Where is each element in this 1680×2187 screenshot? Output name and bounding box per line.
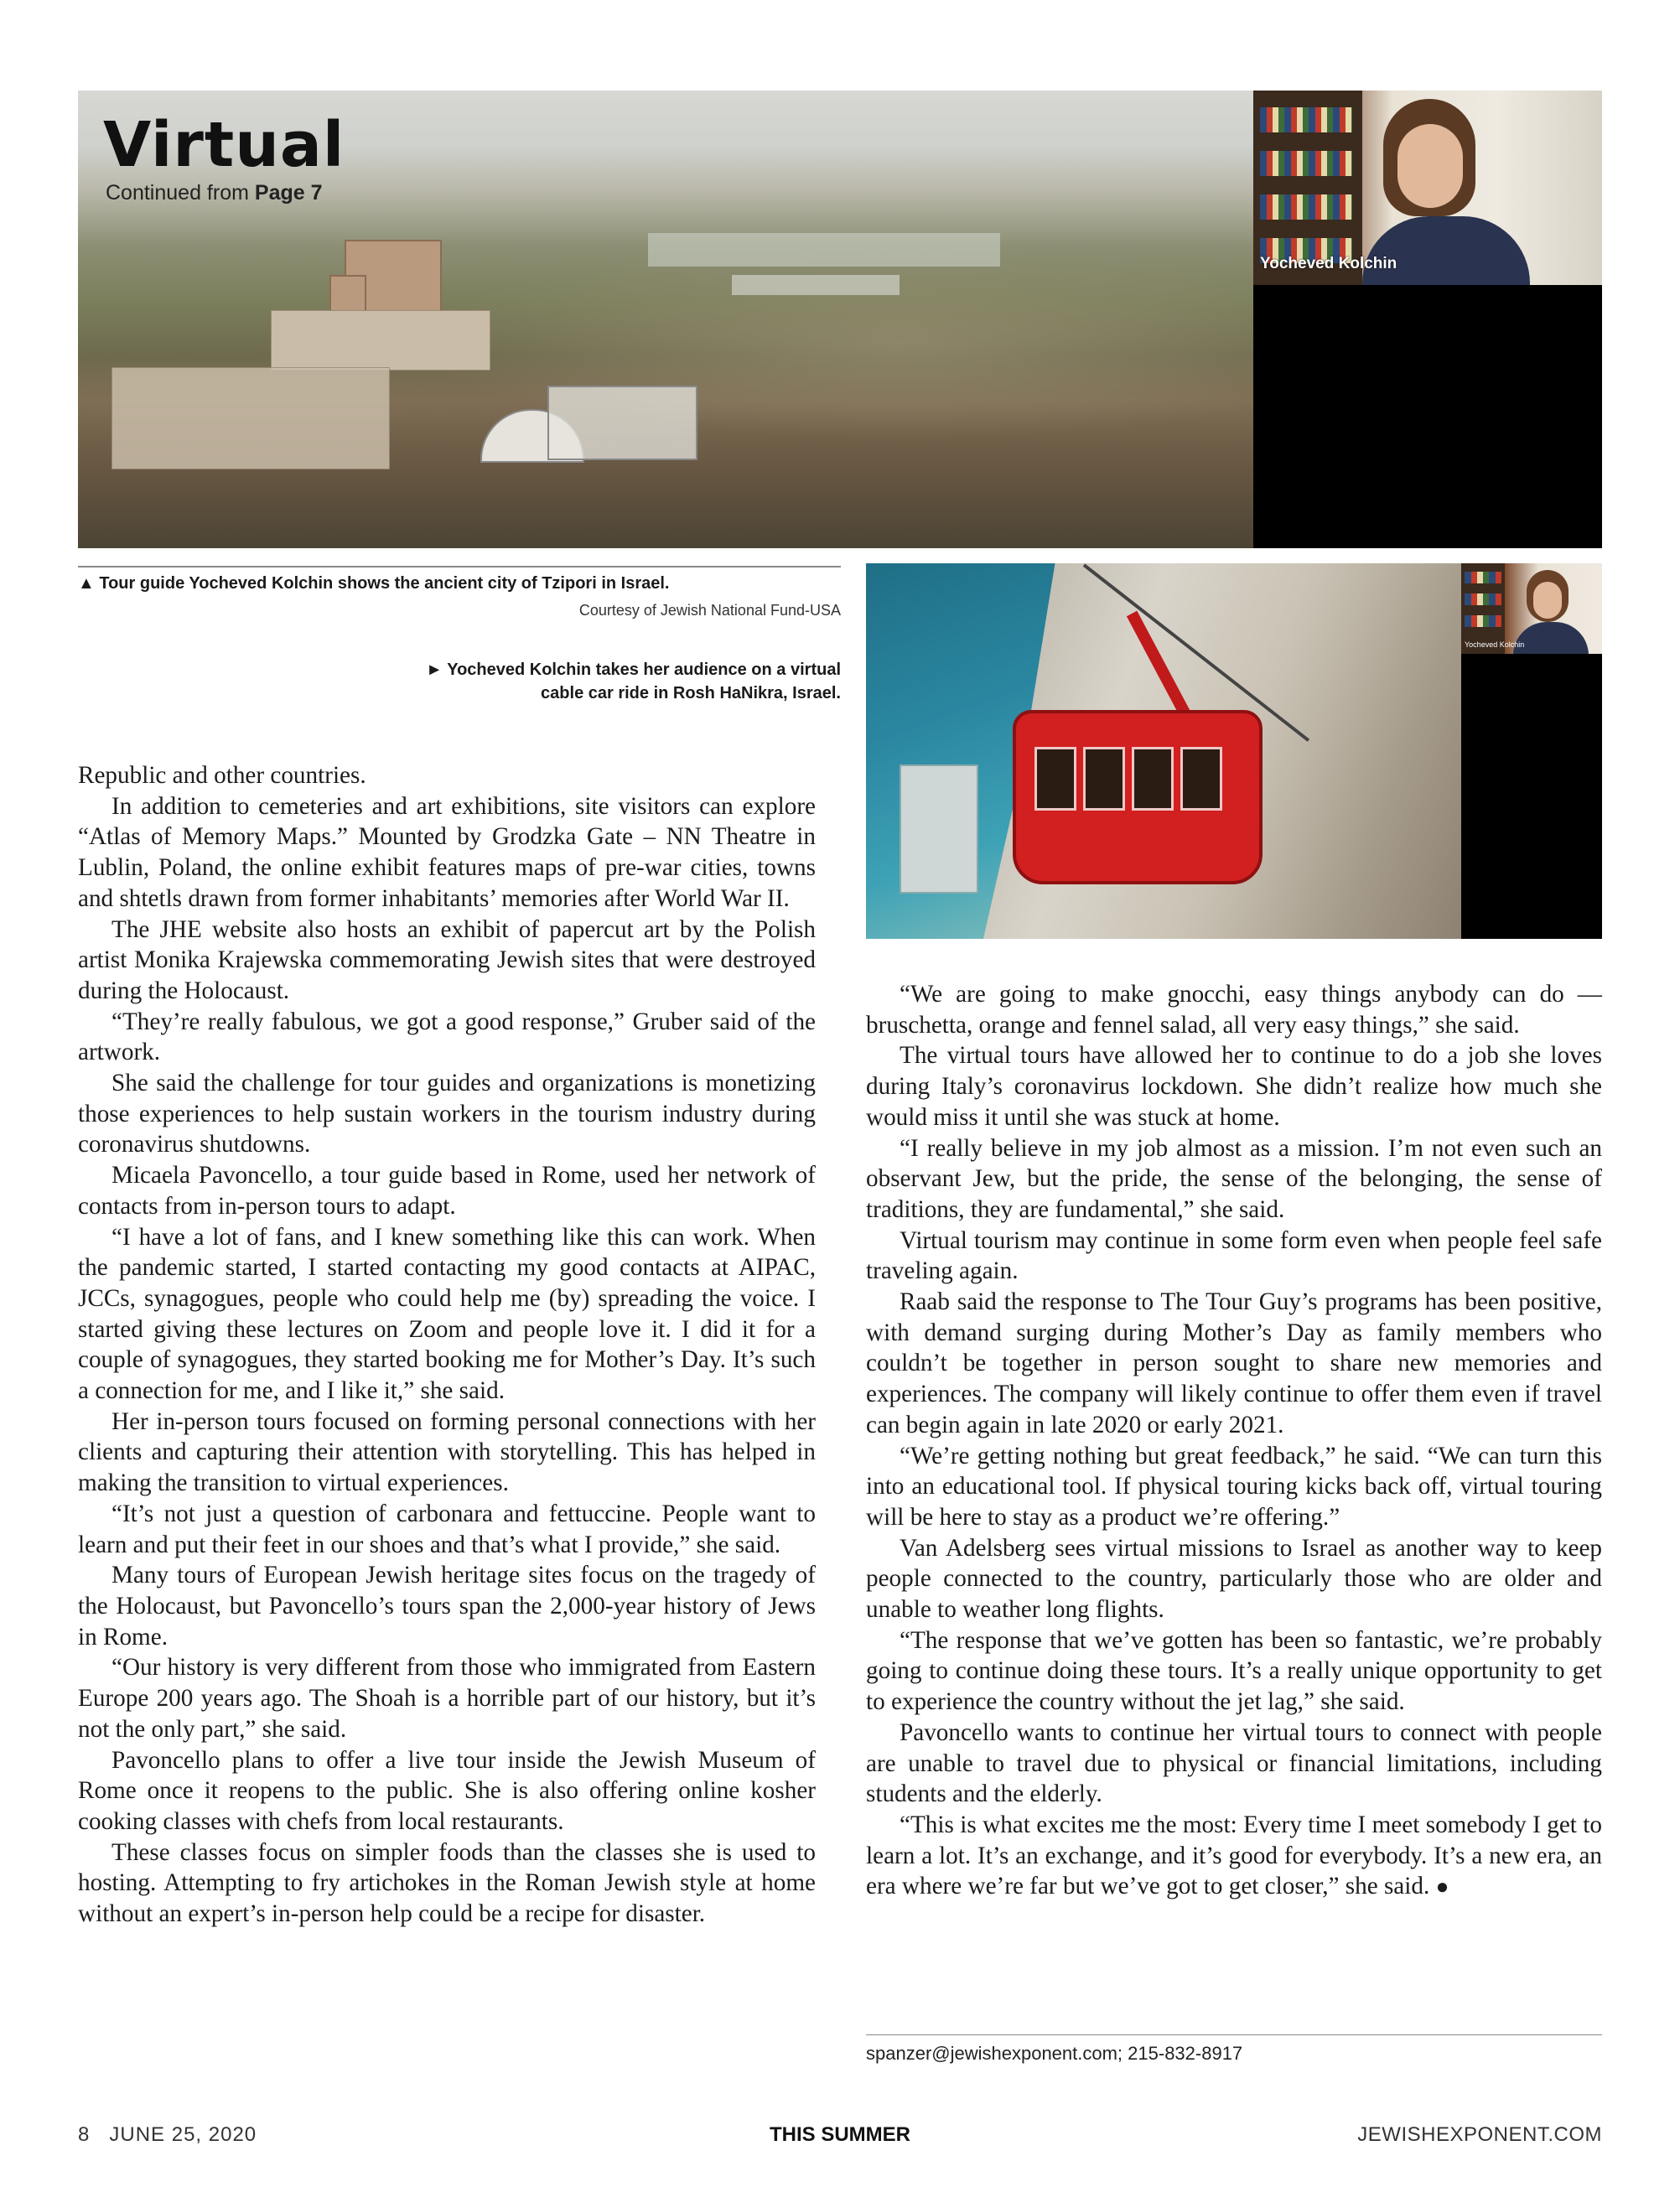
paragraph: Virtual tourism may continue in some form even when people feel safe traveling again.: [866, 1226, 1602, 1285]
section-name: THIS SUMMER: [770, 2123, 910, 2146]
paragraph: Pavoncello wants to continue her virtual tours to connect with people are unable to travel due to physical or financial limitations, including students and the elderly.: [866, 1718, 1602, 1808]
aerial-view-tzipori: [78, 91, 1253, 548]
books-row: [1465, 572, 1501, 583]
webcam-tile: [1253, 91, 1602, 548]
website-link[interactable]: JEWISHEXPONENT.COM: [1357, 2123, 1602, 2146]
top-photo: [78, 91, 1602, 548]
article-column-left: [78, 760, 816, 1930]
webcam-tile: [1461, 563, 1602, 939]
author-contact[interactable]: spanzer@jewishexponent.com; 215-832-8917: [866, 2043, 1243, 2064]
caption-rule: [78, 566, 841, 567]
shoulders-shape: [1513, 622, 1589, 654]
shoulders-shape: [1362, 216, 1530, 285]
cable-car-shape: [1013, 710, 1263, 884]
paragraph: In addition to cemeteries and art exhibitions, site visitors can explore “Atlas of Memory Maps.” Mounted by Grodzka Gate – NN Theatre in Lublin, Poland, the online exhibit features maps of pre-war cities, towns and shtetls drawn from former inhabitants’ memories after World War II.: [78, 792, 816, 912]
caption-line: cable car ride in Rosh HaNikra, Israel.: [541, 684, 841, 702]
page-number: 8: [78, 2123, 91, 2146]
paragraph-text: “This is what excites me the most: Every time I meet somebody I get to learn a lot. It’s an exchange, and it’s good for everybody. It’s a new era, an era where we’re far but we’ve got to get closer,” she said.: [866, 1811, 1602, 1900]
paragraph: “We’re getting nothing but great feedback,” he said. “We can turn this into an educational tool. If physical touring kicks back off, virtual touring will be here to stay as a product we’re offering.”: [866, 1442, 1602, 1531]
continued-prefix: Continued from: [106, 181, 249, 205]
end-mark-icon: ●: [1435, 1874, 1449, 1899]
paragraph: Many tours of European Jewish heritage sites focus on the tragedy of the Holocaust, but Pavoncello’s tours span the 2,000-year history of Jews in Rome.: [78, 1562, 816, 1651]
paragraph: Van Adelsberg sees virtual missions to Israel as another way to keep people connected to the country, particularly those who are older and unable to weather long flights.: [866, 1534, 1602, 1624]
paragraph: Raab said the response to The Tour Guy’s programs has been positive, with demand surging during Mother’s Day as family members who couldn’t be together in person sought to share new memories and experiences. The company will likely continue to offer them even if travel can begin again in late 2020 or early 2021.: [866, 1288, 1602, 1438]
paragraph: “It’s not just a question of carbonara and fettuccine. People want to learn and put their feet in our shoes and that’s what I provide,” she said.: [78, 1500, 816, 1558]
paragraph: The JHE website also hosts an exhibit of papercut art by the Polish artist Monika Krajewska commemorating Jewish sites that were destroyed during the Holocaust.: [78, 915, 816, 1004]
books-row: [1260, 194, 1352, 220]
caption-line: [319, 658, 841, 681]
paragraph: “They’re really fabulous, we got a good response,” Gruber said of the artwork.: [78, 1008, 816, 1066]
webcam-video: [1461, 563, 1602, 654]
paragraph: “I have a lot of fans, and I knew something like this can work. When the pandemic started, I started contacting my good contacts at AIPAC, JCCs, synagogues, people who could help me (by) spreading the voice. I started giving these lectures on Zoom and people love it. I did it for a couple of synagogues, they started booking me for Mother’s Day. It’s such a connection for me, and I like it,” she said.: [78, 1223, 816, 1405]
paragraph: “Our history is very different from those who immigrated from Eastern Europe 200 years ago. The Shoah is a horrible part of our history, but it’s not the only part,” she said.: [78, 1654, 816, 1743]
webcam-name-label: Yocheved Kolchin: [1260, 255, 1397, 272]
car-window: [1034, 747, 1076, 811]
webcam-name-label: Yocheved Kolchin: [1465, 640, 1525, 649]
books-row: [1465, 593, 1501, 605]
books-row: [1260, 151, 1352, 176]
books-row: [1260, 107, 1352, 132]
paragraph: Republic and other countries.: [78, 762, 366, 789]
issue-date: JUNE 25, 2020: [109, 2123, 257, 2146]
paragraph-last: [866, 1810, 1602, 1903]
car-window: [1083, 747, 1125, 811]
continued-from: [106, 181, 323, 205]
face-shape: [1397, 124, 1463, 208]
photo-credit: Courtesy of Jewish National Fund-USA: [578, 602, 841, 619]
caption-tzipori: [78, 574, 841, 593]
signature-rule: [866, 2034, 1602, 2035]
caption-text: Yocheved Kolchin takes her audience on a virtual: [447, 661, 841, 679]
article-column-right: [866, 979, 1602, 1903]
paragraph: The virtual tours have allowed her to continue to do a job she loves during Italy’s coronavirus lockdown. She didn’t realize how much she would miss it until she was stuck at home.: [866, 1042, 1602, 1131]
continued-page: Page 7: [254, 181, 323, 205]
paragraph: Her in-person tours focused on forming personal connections with her clients and capturing their attention with storytelling. This has helped in making the transition to virtual experiences.: [78, 1407, 816, 1497]
paragraph: Pavoncello plans to offer a live tour inside the Jewish Museum of Rome once it reopens to the public. She is also offering online kosher cooking classes with chefs from local restaurants.: [78, 1746, 816, 1835]
cable-car-photo: [866, 563, 1602, 939]
car-window: [1132, 747, 1174, 811]
books-row: [1465, 615, 1501, 627]
station-shape: [900, 764, 978, 894]
section-title: Virtual: [103, 109, 345, 181]
caption-cable-car: [319, 658, 841, 705]
paragraph: “The response that we’ve gotten has been so fantastic, we’re probably going to continue doing these tours. It’s a really unique opportunity to get to experience the country without the jet lag,” she said.: [866, 1626, 1602, 1716]
caption-text: Tour guide Yocheved Kolchin shows the ancient city of Tzipori in Israel.: [99, 574, 670, 593]
car-window: [1180, 747, 1222, 811]
paragraph: “We are going to make gnocchi, easy things anybody can do — bruschetta, orange and fennel salad, all very easy things,” she said.: [866, 981, 1602, 1039]
distant-fields-shape: [648, 233, 1000, 267]
paragraph: These classes focus on simpler foods than the classes she is used to hosting. Attempting to fry artichokes in the Roman Jewish style at home without an expert’s in-person help could be a recipe for disaster.: [78, 1838, 816, 1928]
webcam-video: [1253, 91, 1602, 285]
greenhouse-shape: [732, 275, 900, 295]
right-triangle-icon: ►: [426, 661, 443, 679]
excavation-shape: [111, 367, 390, 469]
face-shape: [1533, 582, 1562, 619]
paragraph: Micaela Pavoncello, a tour guide based in Rome, used her network of contacts from in-person tours to adapt.: [78, 1162, 816, 1220]
canopy-shape: [547, 386, 697, 460]
paragraph: She said the challenge for tour guides and organizations is monetizing those experiences to help sustain workers in the tourism industry during coronavirus shutdowns.: [78, 1070, 816, 1158]
paragraph: “I really believe in my job almost as a mission. I’m not even such an observant Jew, but the pride, the sense of the belonging, the sense of traditions, they are fundamental,” she said.: [866, 1134, 1602, 1223]
ruins-shape: [271, 310, 490, 371]
up-triangle-icon: ▲: [78, 574, 95, 593]
